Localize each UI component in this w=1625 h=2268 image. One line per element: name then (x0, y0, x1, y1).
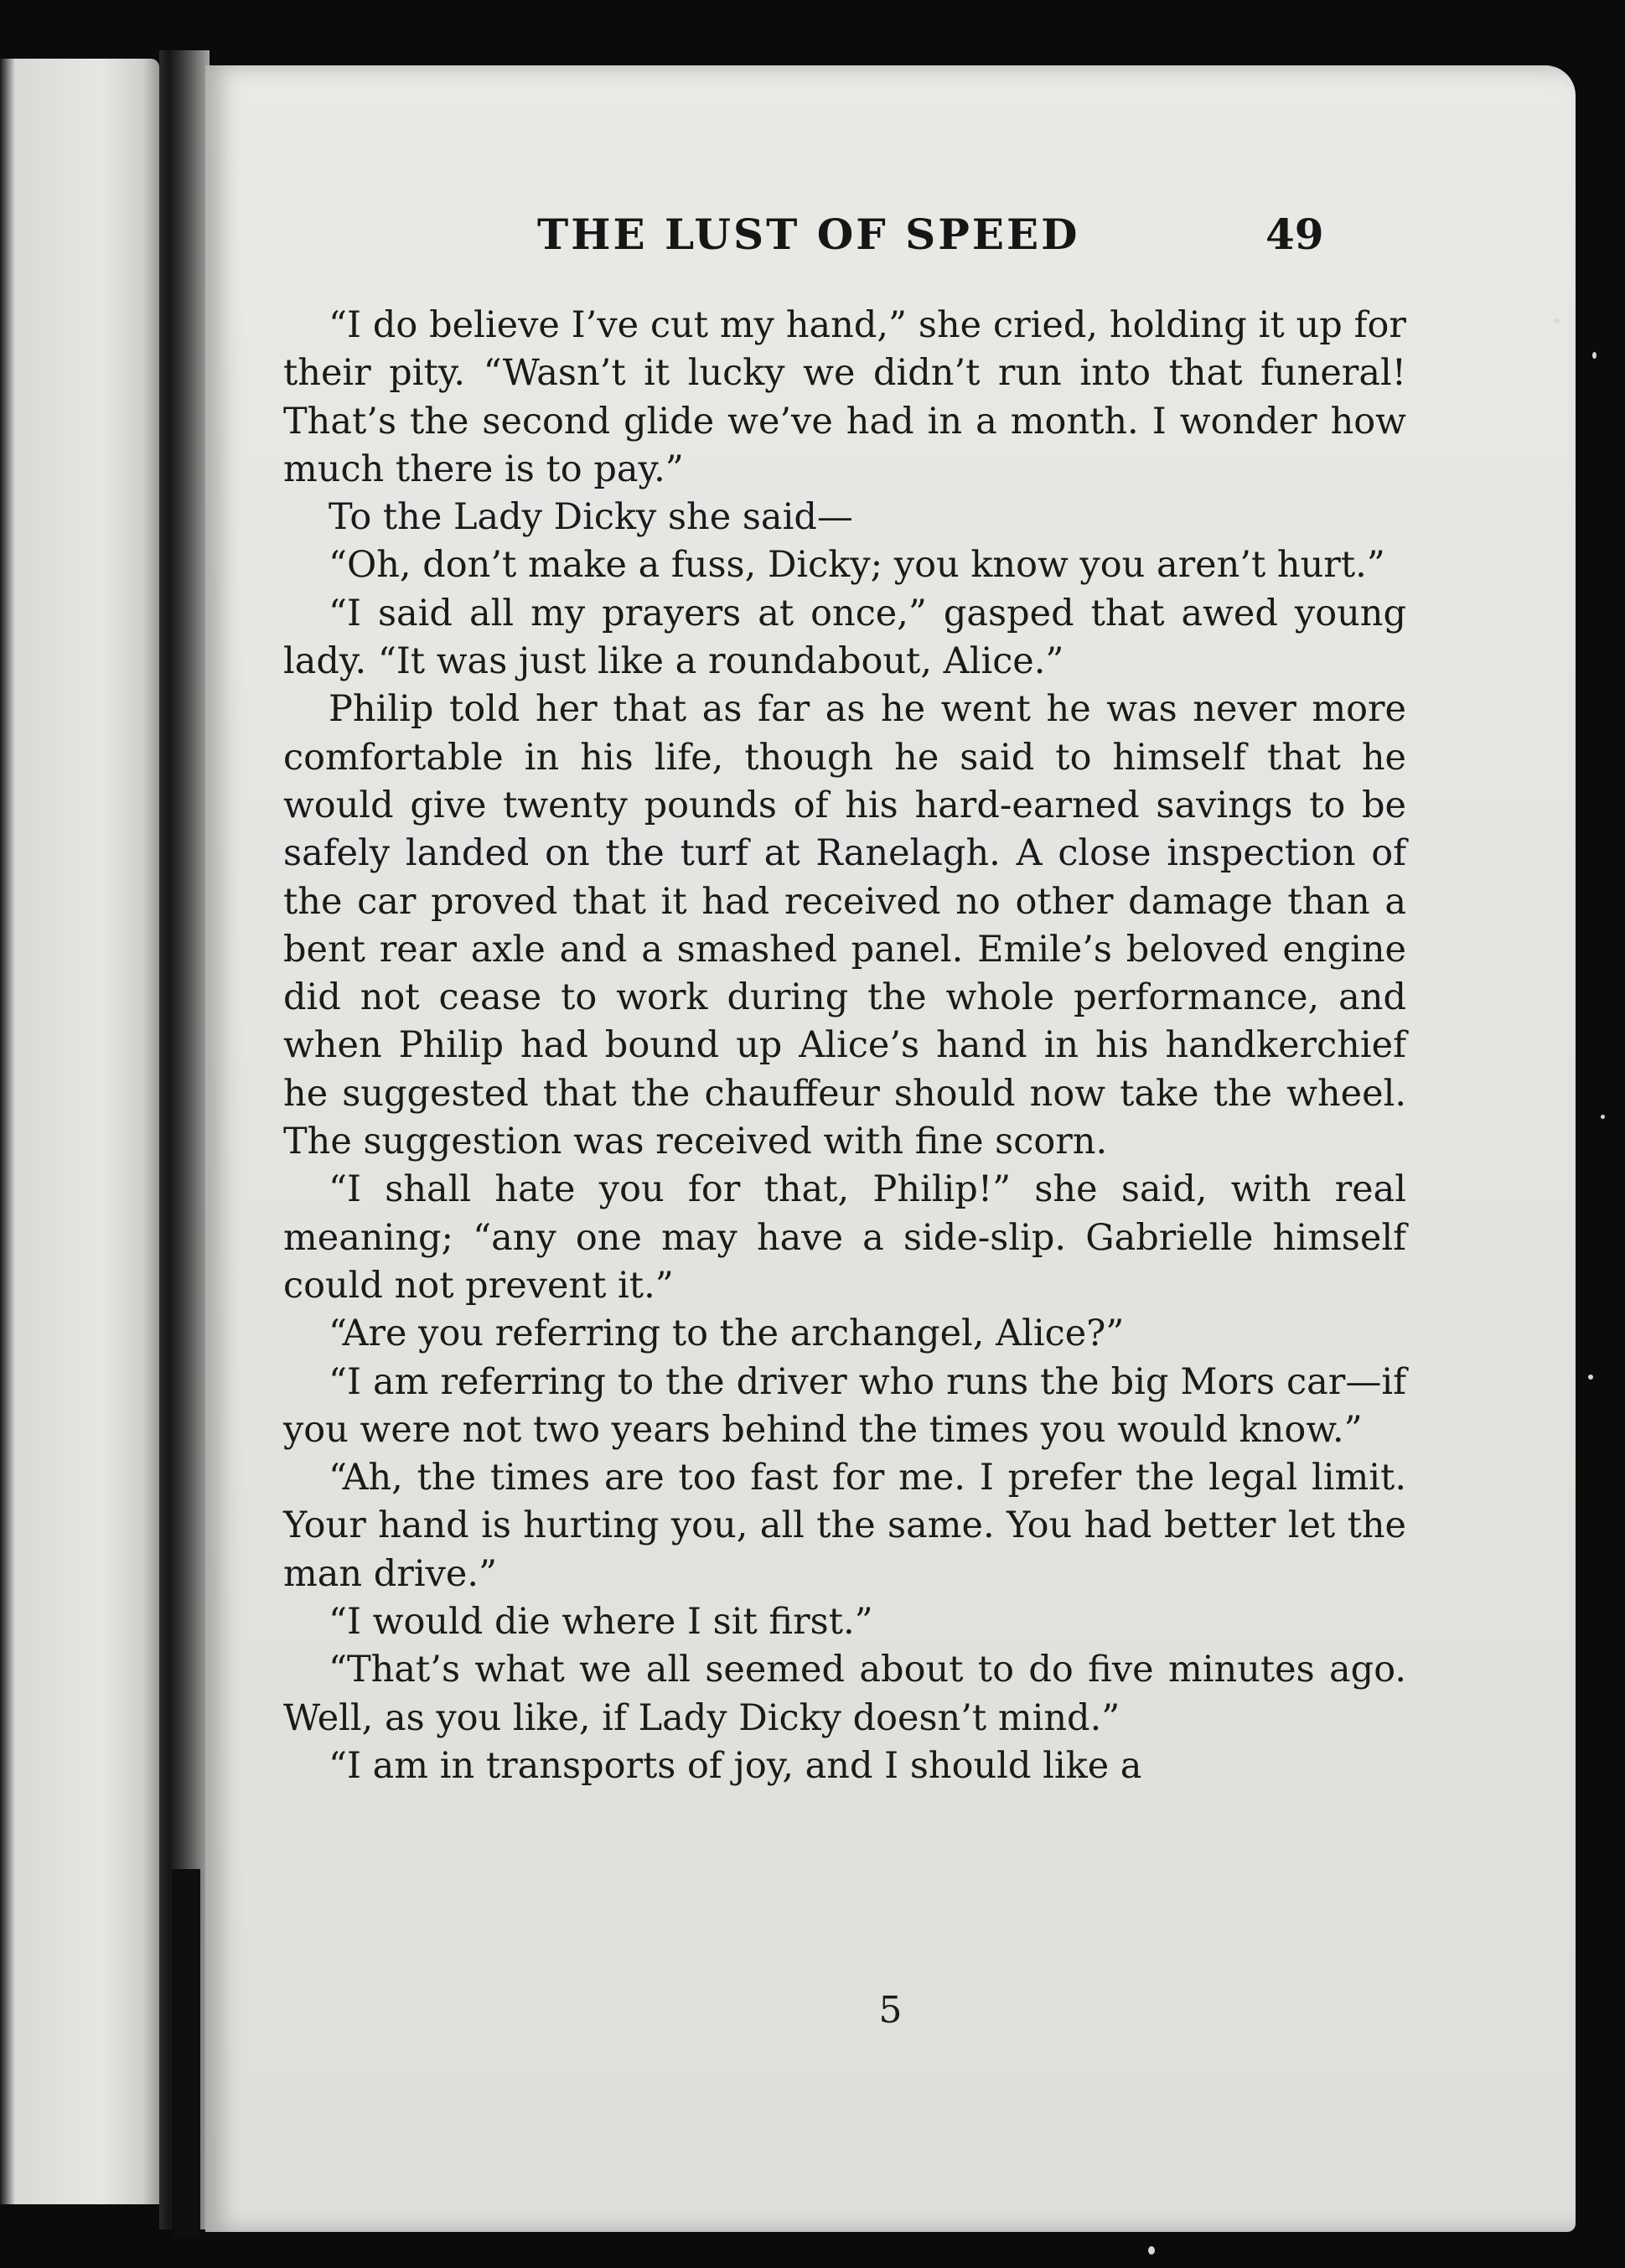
paragraph: “I would die where I sit first.” (329, 1601, 873, 1644)
page-number: 49 (1265, 210, 1324, 259)
paragraph: “I said all my prayers at once,” gasped that awed young lady. “It was just like a roundabout, Alice.” (283, 592, 1406, 683)
paragraph: “I do believe I’ve cut my hand,” she cried, holding it up for their pity. “Wasn’t it lucky we didn’t run into that funeral! That’s the second glide we’ve had in a month. I wonder how much there is to pay.” (283, 304, 1406, 490)
paragraph: “I shall hate you for that, Philip!” she said, with real meaning; “any one may have a side-slip. Gabrielle himself could not prevent it.” (283, 1168, 1406, 1307)
paragraph: “I am in transports of joy, and I should like a (329, 1744, 1142, 1787)
signature-mark: 5 (878, 1989, 903, 2032)
paragraph: To the Lady Dicky she said— (329, 496, 853, 539)
paragraph: Philip told her that as far as he went he was never more comfortable in his life, though he said to himself that he would give twenty pounds of his hard-earned savings to be safely landed on the turf at Ranelagh. A close inspection of the car proved that it had received no other damage than a bent rear axle and a smashed panel. Emile’s beloved engine did not cease to work during the whole performance, and when Philip had bound up Alice’s hand in his handkerchief he suggested that the chauffeur should now take the wheel. The suggestion was received with fine scorn. (283, 688, 1406, 1163)
scan-speck (1592, 352, 1597, 359)
facing-page-edge (0, 59, 159, 2204)
running-header (205, 210, 1576, 277)
paragraph: “That’s what we all seemed about to do five minutes ago. Well, as you like, if Lady Dicky doesn’t mind.” (283, 1649, 1406, 1739)
paragraph: “I am referring to the driver who runs the big Mors car—if you were not two years behind the times you would know.” (283, 1360, 1406, 1451)
scan-speck (1588, 1375, 1593, 1380)
scan-speck (1601, 1115, 1605, 1119)
running-title: THE LUST OF SPEED (537, 210, 1080, 259)
scan-speck (1555, 318, 1560, 324)
book-page (205, 65, 1576, 2232)
body-text (283, 302, 1406, 1790)
paragraph: “Oh, don’t make a fuss, Dicky; you know you aren’t hurt.” (329, 544, 1385, 587)
paragraph: “Ah, the times are too fast for me. I prefer the legal limit. Your hand is hurting you, all the same. You had better let the man drive.” (283, 1457, 1406, 1595)
spine-shadow (172, 1869, 200, 2238)
paragraph: “Are you referring to the archangel, Alice?” (329, 1313, 1125, 1355)
scan-speck (1148, 2246, 1155, 2255)
